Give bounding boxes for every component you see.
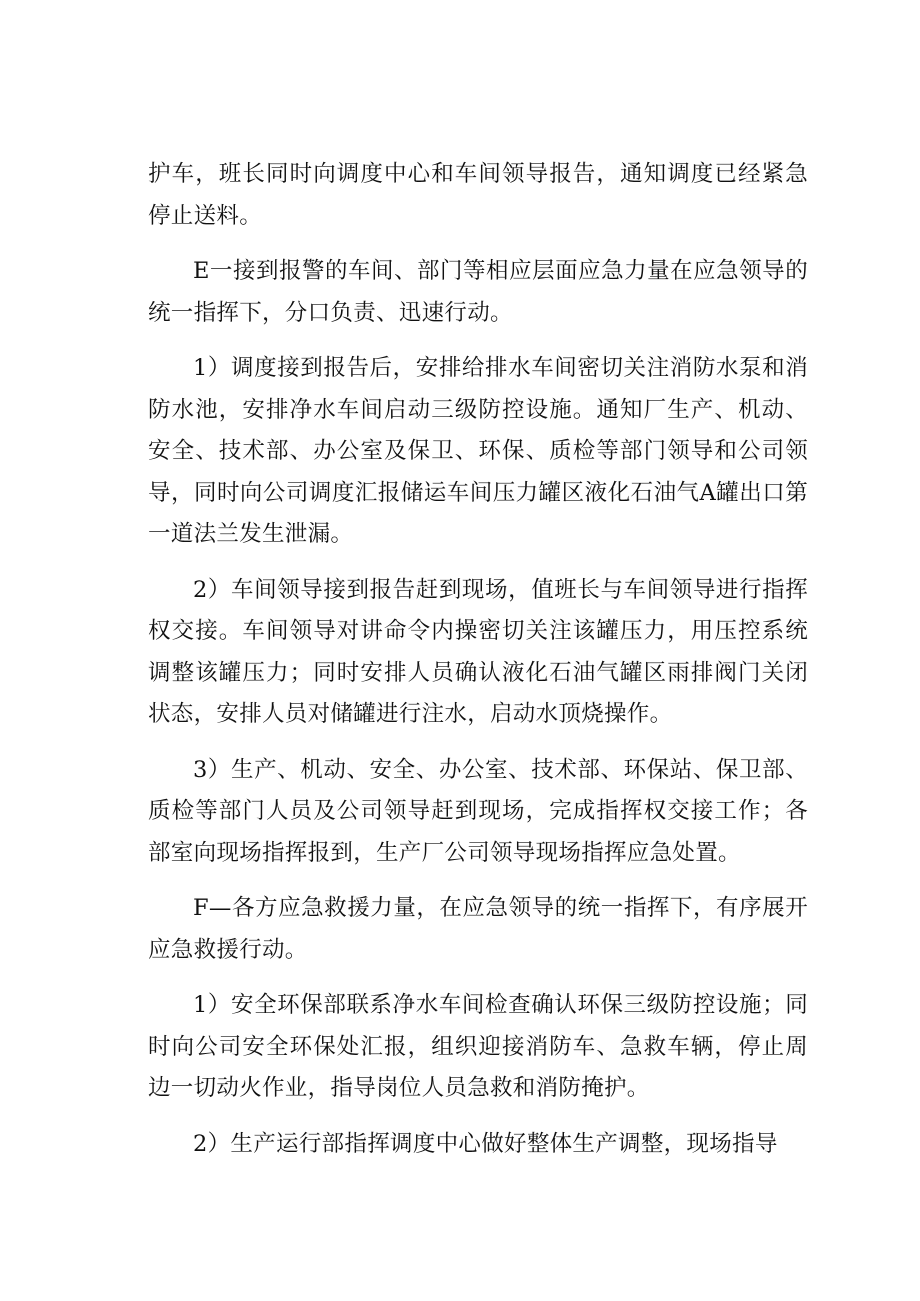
paragraph-f-rescue: F—各方应急救援力量，在应急领导的统一指挥下，有序展开应急救援行动。 [148,895,808,963]
paragraph-continuation: 护车，班长同时向调度中心和车间领导报告，通知调度已经紧急停止送料。 [148,161,808,229]
paragraph-e-response: E一接到报警的车间、部门等相应层面应急力量在应急领导的统一指挥下，分口负责、迅速行动。 [148,258,808,326]
document-page [148,154,808,1165]
paragraph-e-1-dispatch: 1）调度接到报告后，安排给排水车间密切关注消防水泵和消防水池，安排净水车间启动三级防控设施。通知厂生产、机动、安全、技术部、办公室及保卫、环保、质检等部门领导和公司领导，同时向公司调度汇报储运车间压力罐区液化石油气A罐出口第一道法兰发生泄漏。 [148,355,808,547]
paragraph-e-2-workshop-lead: 2）车间领导接到报告赶到现场，值班长与车间领导进行指挥权交接。车间领导对讲命令内操密切关注该罐压力，用压控系统调整该罐压力；同时安排人员确认液化石油气罐区雨排阀门关闭状态，安排人员对储罐进行注水，启动水顶烧操作。 [148,576,808,727]
paragraph-f-1-safety: 1）安全环保部联系净水车间检查确认环保三级防控设施；同时向公司安全环保处汇报，组织迎接消防车、急救车辆，停止周边一切动火作业，指导岗位人员急救和消防掩护。 [148,992,808,1101]
paragraph-e-3-departments: 3）生产、机动、安全、办公室、技术部、环保站、保卫部、质检等部门人员及公司领导赶到现场，完成指挥权交接工作；各部室向现场指挥报到，生产厂公司领导现场指挥应急处置。 [148,756,808,866]
paragraph-f-2-production: 2）生产运行部指挥调度中心做好整体生产调整，现场指导 [193,1130,778,1157]
